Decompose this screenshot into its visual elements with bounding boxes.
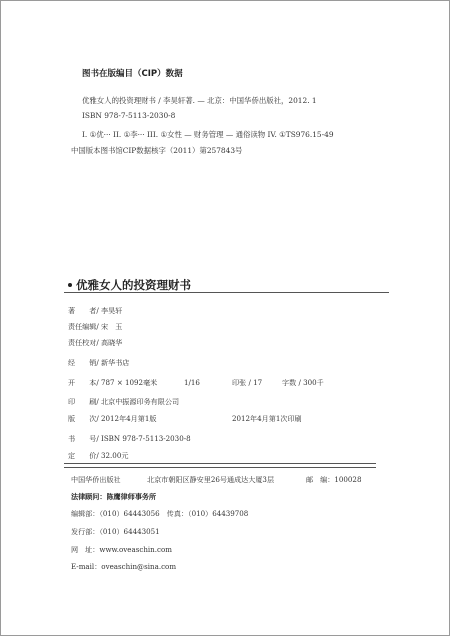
author-label: 著 者 [68,306,97,315]
email: E-mail：oveaschin@sina.com [71,562,177,571]
proofreader-value: / 高晓华 [96,338,123,347]
format-row [68,378,157,388]
distributor-label: 经 销 [68,358,97,367]
author-value: / 李昊轩 [96,306,123,315]
lawyer-value: 陈鹰律师事务所 [106,492,157,501]
edition-value: / 2012年4月第1版 [96,414,157,423]
format-label: 开 本 [68,378,97,387]
cip-heading: 图书在版编目（CIP）数据 [82,69,183,79]
bullet-icon [68,283,72,287]
publisher-address: 北京市朝阳区静安里26号通成达大厦3层 [147,475,275,484]
distributor-value: / 新华书店 [96,358,130,367]
website: 网 址：www.oveaschin.com [71,545,172,554]
editor-value: / 宋 玉 [96,322,123,331]
price-row [68,451,128,461]
cip-record-number: 中国版本图书馆CIP数据核字（2011）第257843号 [71,146,243,155]
price-label: 定 价 [68,451,97,460]
editor-row [68,322,122,332]
format-sheets: 印张 / 17 [232,378,263,387]
printer-row [68,397,179,407]
lawyer-row [71,492,156,502]
isbn-row [68,434,191,444]
editorial-dept: 编辑部：（010）64443056 传真：（010）64439708 [71,509,249,518]
title-divider [64,292,389,293]
cip-isbn-line: ISBN 978-7-5113-2030-8 [82,111,176,120]
publisher-divider-top [64,463,376,464]
format-words: 字数 / 300千 [282,378,324,387]
isbn-label: 书 号 [68,434,97,443]
printer-value: / 北京中振源印务有限公司 [96,397,180,406]
cip-title-line: 优雅女人的投资理财书 / 李昊轩著. — 北京：中国华侨出版社，2012. 1 [82,96,317,105]
format-value: / 787 × 1092毫米 [96,378,158,387]
lawyer-label: 法律顾问： [71,492,107,501]
book-title [68,277,191,293]
publisher-postal: 邮 编：100028 [306,475,362,484]
publisher-name: 中国华侨出版社 [71,475,121,484]
publisher-divider-bottom [64,467,376,468]
edition-row [68,414,156,424]
cip-classification-line: I. ①优··· II. ①李··· III. ①女性 — 财务管理 — 通俗读物 IV. ①TS976.15-49 [82,130,334,139]
proofreader-row [68,338,122,348]
isbn-value: / ISBN 978-7-5113-2030-8 [96,434,191,443]
book-title-text: 优雅女人的投资理财书 [76,278,191,292]
editor-label: 责任编辑 [68,322,97,331]
price-value: / 32.00元 [96,451,129,460]
distributor-row [68,358,129,368]
edition-print: 2012年4月第1次印刷 [232,414,302,423]
author-row [68,306,122,316]
sales-dept: 发行部：（010）64443051 [71,527,160,536]
proofreader-label: 责任校对 [68,338,97,347]
printer-label: 印 刷 [68,397,97,406]
format-folio: 1/16 [184,378,200,387]
edition-label: 版 次 [68,414,97,423]
